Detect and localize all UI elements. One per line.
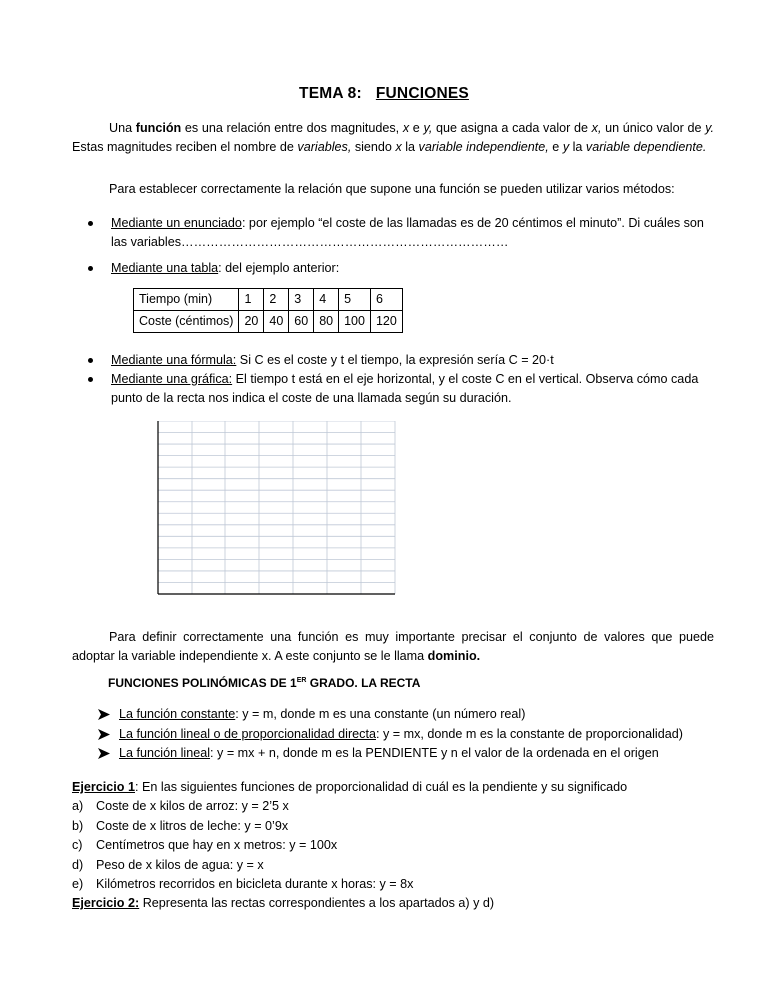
- table-row: [134, 311, 403, 333]
- exercises: [72, 778, 722, 914]
- exercise-2-heading: Ejercicio 2: Representa las rectas correspondientes a los apartados a) y d): [72, 896, 495, 911]
- table-cell: 20: [239, 311, 264, 333]
- list-item: La función lineal: y = mx + n, donde m es la PENDIENTE y n el valor de la ordenada en el origen: [98, 744, 718, 764]
- methods-list-2: [88, 351, 714, 408]
- table-cell: Coste (céntimos): [134, 311, 239, 333]
- page-title: [0, 85, 768, 103]
- arrow-bullet-icon: [98, 729, 110, 740]
- function-types-list: [98, 705, 718, 764]
- table-row: [134, 289, 403, 311]
- list-item: La función lineal o de proporcionalidad directa: y = mx, donde m es la constante de proporcionalidad): [98, 725, 718, 745]
- data-table: [133, 288, 403, 333]
- empty-grid-graph: [155, 421, 397, 596]
- title-prefix: TEMA 8:: [299, 85, 362, 102]
- table-cell: 6: [370, 289, 402, 311]
- table-cell: 40: [264, 311, 289, 333]
- list-item: Mediante una gráfica: El tiempo t está en el eje horizontal, y el coste C en el vertical. Observa cómo cada punto de la recta nos indica el coste de una llamada según su duración.: [88, 370, 714, 408]
- table-cell: Tiempo (min): [134, 289, 239, 311]
- list-item: Mediante una fórmula: Si C es el coste y t el tiempo, la expresión sería C = 20·t: [88, 351, 714, 370]
- list-item: Mediante un enunciado: por ejemplo “el coste de las llamadas es de 20 céntimos el minuto”. Di cuáles son las variables……………………………………………………………………: [88, 214, 714, 252]
- list-item: d) Peso de x kilos de agua: y = x: [72, 857, 264, 872]
- title-main: FUNCIONES: [375, 85, 469, 102]
- table-cell: 60: [289, 311, 314, 333]
- intro-paragraph: Una función es una relación entre dos magnitudes, x e y, que asigna a cada valor de x, un único valor de y. Estas magnitudes reciben el nombre de variables, siendo x la variable independiente, e y la variable dependiente.: [72, 121, 714, 154]
- table-cell: 100: [339, 311, 371, 333]
- table-cell: 2: [264, 289, 289, 311]
- domain-paragraph: Para definir correctamente una función es muy importante precisar el conjunto de valores que puede adoptar la variable independiente x. A este conjunto se le llama dominio.: [72, 630, 714, 663]
- list-item: b) Coste de x litros de leche: y = 0’9x: [72, 818, 289, 833]
- table-cell: 80: [314, 311, 339, 333]
- exercise-1-heading: Ejercicio 1: En las siguientes funciones de proporcionalidad di cuál es la pendiente y su significado: [72, 780, 628, 794]
- table-cell: 1: [239, 289, 264, 311]
- table-cell: 5: [339, 289, 371, 311]
- arrow-bullet-icon: [98, 709, 110, 720]
- arrow-bullet-icon: [98, 748, 110, 759]
- list-item: Mediante una tabla: del ejemplo anterior:: [88, 259, 714, 278]
- section-subtitle: FUNCIONES POLINÓMICAS DE 1ER GRADO. LA RECTA: [108, 676, 421, 690]
- list-item: c) Centímetros que hay en x metros: y = 100x: [72, 838, 338, 853]
- list-item: a) Coste de x kilos de arroz: y = 2’5 x: [72, 799, 289, 814]
- methods-list-1: [88, 214, 714, 278]
- table-cell: 3: [289, 289, 314, 311]
- table-cell: 4: [314, 289, 339, 311]
- grid-lines: [158, 421, 395, 594]
- list-item: e) Kilómetros recorridos en bicicleta durante x horas: y = 8x: [72, 877, 414, 892]
- list-item: La función constante: y = m, donde m es una constante (un número real): [98, 705, 718, 725]
- table-cell: 120: [370, 311, 402, 333]
- methods-intro: Para establecer correctamente la relación que supone una función se pueden utilizar varios métodos:: [109, 182, 675, 196]
